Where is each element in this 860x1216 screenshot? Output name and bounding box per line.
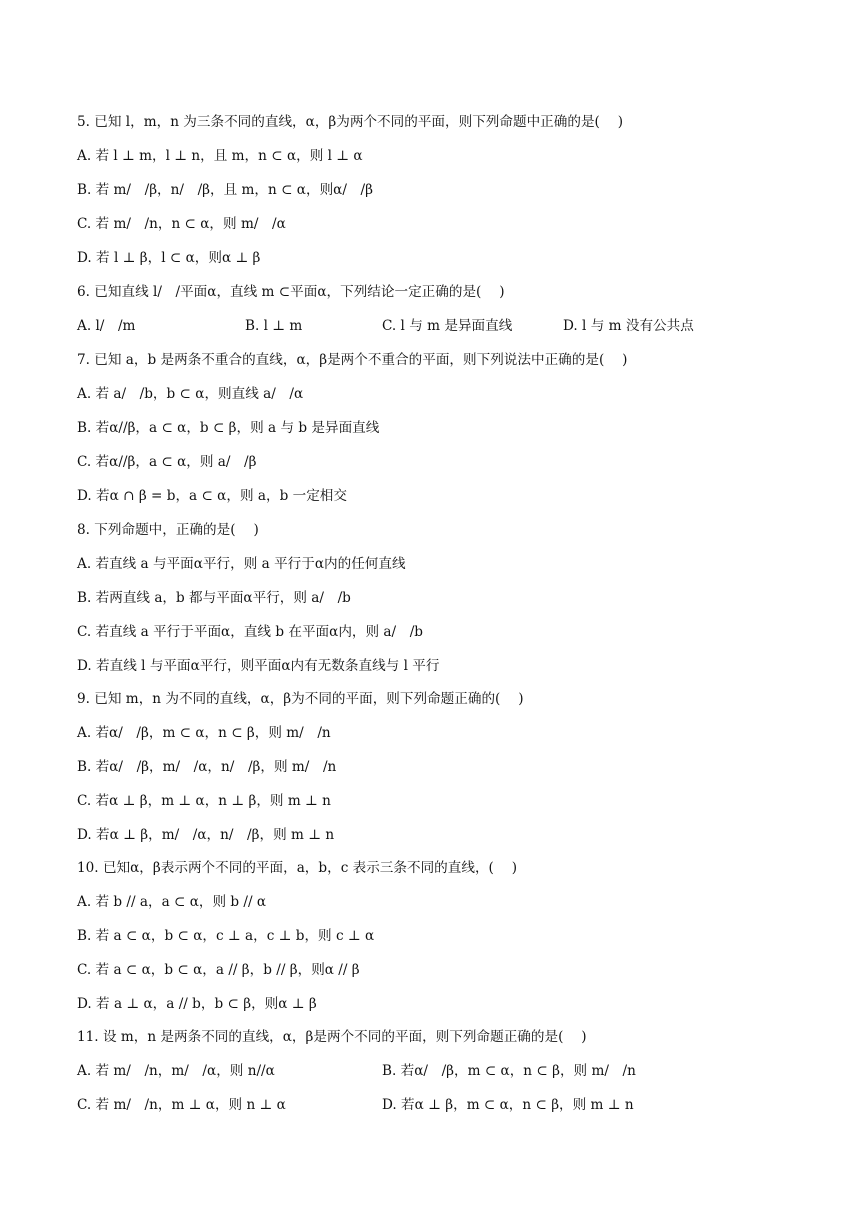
question-7-stem: 7. 已知 a，b 是两条不重合的直线，α，β是两个不重合的平面，则下列说法中正确的是( ): [77, 352, 628, 368]
question-9-option-c: C. 若α ⊥ β，m ⊥ α，n ⊥ β，则 m ⊥ n: [77, 793, 331, 809]
question-8-stem: 8. 下列命题中，正确的是( ): [77, 522, 259, 538]
question-7-option-b: B. 若α//β，a ⊂ α，b ⊂ β，则 a 与 b 是异面直线: [77, 420, 380, 436]
question-5-option-a: A. 若 l ⊥ m，l ⊥ n，且 m，n ⊂ α，则 l ⊥ α: [77, 148, 363, 164]
question-11-option-a: A. 若 m/ /n，m/ /α，则 n//α: [77, 1063, 275, 1079]
question-7-option-a: A. 若 a/ /b，b ⊂ α，则直线 a/ /α: [77, 386, 304, 402]
question-10-option-c: C. 若 a ⊂ α，b ⊂ α，a // β，b // β，则α // β: [77, 962, 360, 978]
question-5-option-b: B. 若 m/ /β，n/ /β，且 m，n ⊂ α，则α/ /β: [77, 182, 373, 198]
question-10-option-a: A. 若 b // a，a ⊂ α，则 b // α: [77, 894, 267, 910]
question-10-option-d: D. 若 a ⊥ α，a // b，b ⊂ β，则α ⊥ β: [77, 996, 317, 1012]
question-9-stem: 9. 已知 m，n 为不同的直线，α，β为不同的平面，则下列命题正确的( ): [77, 691, 524, 707]
question-7-option-c: C. 若α//β，a ⊂ α，则 a/ /β: [77, 454, 257, 470]
question-6-stem: 6. 已知直线 l/ /平面α，直线 m ⊂平面α，下列结论一定正确的是( ): [77, 284, 505, 300]
question-6-option-d: D. l 与 m 没有公共点: [563, 318, 694, 334]
question-8-option-b: B. 若两直线 a，b 都与平面α平行，则 a/ /b: [77, 590, 351, 606]
question-8-option-c: C. 若直线 a 平行于平面α，直线 b 在平面α内，则 a/ /b: [77, 624, 423, 640]
question-9-option-b: B. 若α/ /β，m/ /α，n/ /β，则 m/ /n: [77, 759, 337, 775]
question-7-option-d: D. 若α ∩ β = b，a ⊂ α，则 a，b 一定相交: [77, 488, 347, 504]
question-9-option-a: A. 若α/ /β，m ⊂ α，n ⊂ β，则 m/ /n: [77, 725, 331, 741]
question-10-option-b: B. 若 a ⊂ α，b ⊂ α，c ⊥ a，c ⊥ b，则 c ⊥ α: [77, 928, 375, 944]
question-8-option-d: D. 若直线 l 与平面α平行，则平面α内有无数条直线与 l 平行: [77, 658, 440, 674]
question-11-option-c: C. 若 m/ /n，m ⊥ α，则 n ⊥ α: [77, 1097, 286, 1113]
question-11-stem: 11. 设 m，n 是两条不同的直线，α，β是两个不同的平面，则下列命题正确的是( ): [77, 1029, 587, 1045]
question-10-stem: 10. 已知α，β表示两个不同的平面，a，b，c 表示三条不同的直线，( ): [77, 860, 518, 876]
question-11-option-d: D. 若α ⊥ β，m ⊂ α，n ⊂ β，则 m ⊥ n: [382, 1097, 634, 1113]
question-6-option-a: A. l/ /m: [77, 318, 136, 334]
question-5-option-c: C. 若 m/ /n，n ⊂ α，则 m/ /α: [77, 216, 286, 232]
question-6-option-b: B. l ⊥ m: [245, 318, 303, 334]
question-5-option-d: D. 若 l ⊥ β，l ⊂ α，则α ⊥ β: [77, 250, 261, 266]
question-8-option-a: A. 若直线 a 与平面α平行，则 a 平行于α内的任何直线: [77, 556, 406, 572]
question-5-stem: 5. 已知 l，m，n 为三条不同的直线，α，β为两个不同的平面，则下列命题中正确的是( ): [77, 114, 624, 130]
question-11-option-b: B. 若α/ /β，m ⊂ α，n ⊂ β，则 m/ /n: [382, 1063, 636, 1079]
question-9-option-d: D. 若α ⊥ β，m/ /α，n/ /β，则 m ⊥ n: [77, 827, 335, 843]
question-6-option-c: C. l 与 m 是异面直线: [382, 318, 513, 334]
